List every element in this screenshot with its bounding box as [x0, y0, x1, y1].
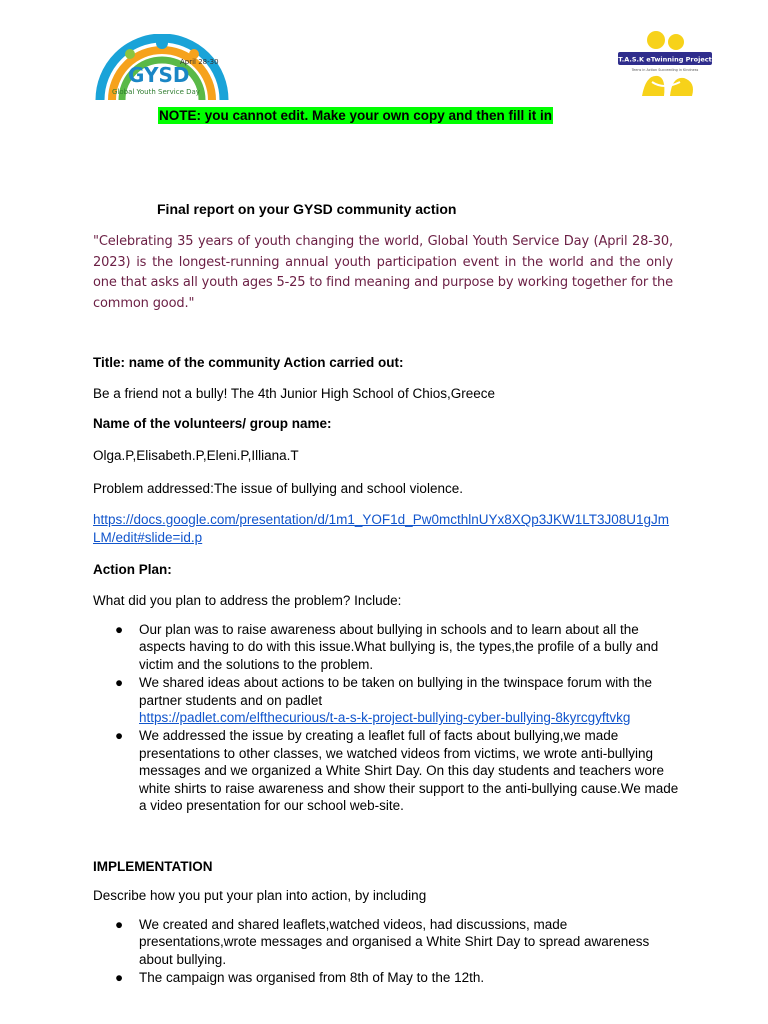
title-label: Title: name of the community Action carried out:	[93, 355, 404, 370]
list-item	[93, 727, 683, 814]
action-plan-label: Action Plan:	[93, 562, 172, 577]
implementation-list	[93, 916, 683, 987]
list-item	[93, 969, 683, 986]
list-item	[93, 674, 683, 726]
padlet-link[interactable]: https://padlet.com/elfthecurious/t-a-s-k-project-bullying-cyber-bullying-8kyrcgyftvkg	[139, 710, 631, 726]
list-item	[93, 621, 683, 673]
volunteers-label: Name of the volunteers/ group name:	[93, 416, 332, 431]
gysd-name-text: GYSD	[128, 63, 190, 87]
implementation-prompt: Describe how you put your plan into action, by including	[93, 888, 427, 903]
bullet: ●	[115, 675, 124, 691]
list-item-text: We created and shared leaflets,watched videos, had discussions, made presentations,wrote messages and organised a White Shirt Day to spread awareness about bullying.	[139, 917, 650, 967]
report-title: Final report on your GYSD community action	[157, 201, 457, 217]
action-plan-prompt: What did you plan to address the problem? Include:	[93, 593, 402, 608]
title-value: Be a friend not a bully! The 4th Junior High School of Chios,Greece	[93, 386, 495, 401]
bullet: ●	[115, 728, 124, 744]
presentation-link[interactable]: https://docs.google.com/presentation/d/1m1_YOF1d_Pw0mcthlnUYx8XQp3JKW1LT3J08U1gJmLM/edit#slide=id.p	[93, 512, 670, 545]
list-item-text: We addressed the issue by creating a leaflet full of facts about bullying,we made presentations to other classes, we watched videos from victims, we wrote anti-bullying messages and we organized a White Shirt Day. On this day students and teachers wore white shirts to raise awareness and show their support to the anti-bullying cause.We made a video presentation for our school web-site.	[139, 728, 679, 814]
task-logo	[614, 30, 714, 98]
bullet: ●	[115, 970, 124, 986]
gysd-tagline-text: Global Youth Service Day	[112, 88, 200, 96]
problem-addressed: Problem addressed:The issue of bullying and school violence.	[93, 481, 463, 496]
list-item	[93, 916, 683, 968]
implementation-label: IMPLEMENTATION	[93, 859, 213, 874]
task-sub-text: Teens in Action Succeeding in Kindness	[631, 68, 699, 72]
task-name-text: T.A.S.K eTwinning Project	[618, 55, 712, 64]
action-plan-list	[93, 621, 683, 814]
edit-note-banner: NOTE: you cannot edit. Make your own copy and then fill it in	[159, 108, 553, 123]
list-item-text: We shared ideas about actions to be taken on bullying in the twinspace forum with the partner students and on padlet	[139, 675, 653, 708]
list-item-text: The campaign was organised from 8th of May to the 12th.	[139, 970, 485, 986]
bullet: ●	[115, 917, 124, 932]
gysd-logo	[92, 34, 232, 100]
bullet: ●	[115, 622, 124, 637]
list-item-text: Our plan was to raise awareness about bullying in schools and to learn about all the aspects having to do with this issue.What bullying is, the types,the profile of a bully and victim and the solutions to the problem.	[139, 622, 659, 672]
gysd-date-text: April 28-30	[180, 58, 219, 66]
gysd-quote: "Celebrating 35 years of youth changing the world, Global Youth Service Day (April 28-30, 2023) is the longest-running annual youth participation event in the world and the only one that asks all youth ages 5-25 to find meaning and purpose by working together for the common good."	[93, 234, 673, 311]
volunteers-value: Olga.P,Elisabeth.P,Eleni.P,Illiana.T	[93, 448, 299, 463]
